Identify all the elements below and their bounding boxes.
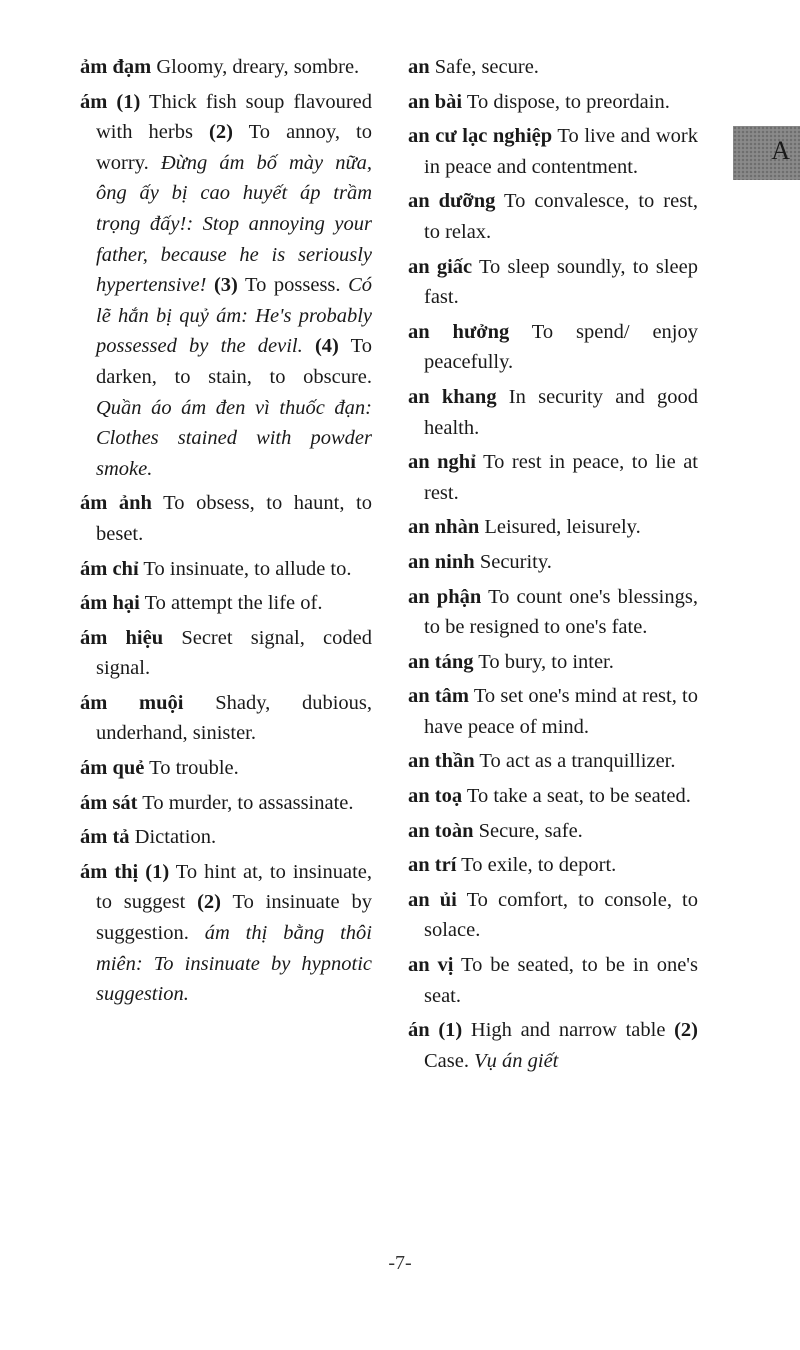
dictionary-entry [408,512,698,543]
entry-headword: an giấc [408,255,473,278]
sense-number: (1) [438,1019,463,1042]
entry-headword: an toàn [408,819,474,842]
definition-text: To set one's mind at rest, to have peace of mind. [424,685,698,738]
dictionary-entry [408,1015,698,1076]
usage-example: Có lẽ hắn bị quỷ ám: He's probably possessed by the devil. [96,274,372,358]
entry-headword: an thần [408,750,475,773]
definition-text: Secret signal, coded signal. [96,626,372,680]
entry-headword: an nghỉ [408,451,476,474]
usage-example: Đừng ám bố mày nữa, ông ấy bị cao huyết áp trầm trọng đấy!: Stop annoying your father, because he is seriously hypertensive! [96,151,372,297]
usage-example: Quần áo ám đen vì thuốc đạn: Clothes stained with powder smoke. [96,396,372,480]
definition-text: To possess. [237,274,349,297]
definition-text: To count one's blessings, to be resigned to one's fate. [424,585,698,639]
dictionary-entry [408,252,698,313]
definition-text: To murder, to assassinate. [142,791,354,814]
entry-headword: an khang [408,385,497,408]
definition-text [303,335,315,357]
dictionary-entry [80,822,372,853]
entry-headword: an bài [408,90,463,113]
sense-number: (2) [674,1019,698,1042]
dictionary-entry [408,52,698,83]
entry-headword: án [408,1019,430,1042]
entry-headword: ám ảnh [80,492,152,515]
definition-text: To act as a tranquillizer. [479,750,676,773]
definition-text: Leisured, leisurely. [484,516,641,539]
dictionary-entry [408,647,698,678]
definition-text: To darken, to stain, to obscure. [96,335,373,388]
definition-text: Gloomy, dreary, sombre. [156,56,360,78]
dictionary-entry [408,121,698,182]
section-tab [733,126,800,180]
definition-text: To trouble. [149,757,239,780]
entry-headword: an trí [408,854,457,877]
definition-text: To convalesce, to rest, to relax. [424,190,698,243]
definition-text: To annoy, to worry. [96,121,372,174]
definition-text: To comfort, to console, to solace. [424,888,698,942]
entry-headword: ám hiệu [80,626,164,649]
dictionary-entry [80,623,372,684]
sense-number: (1) [145,860,170,883]
sense-number: (2) [209,121,233,144]
dictionary-entry [408,547,698,578]
dictionary-entry [408,746,698,777]
definition-text: Safe, secure. [434,56,539,78]
definition-text: To attempt the life of. [144,592,323,615]
entry-headword: an táng [408,650,474,673]
entry-headword: ảm đạm [80,56,152,78]
entry-headword: an phận [408,585,482,608]
definition-text: Shady, dubious, underhand, sinister. [96,691,372,745]
entry-headword: ám sát [80,791,138,814]
usage-example: ám thị bằng thôi miên: To insinuate by hypnotic suggestion. [96,922,372,1006]
entry-headword: ám tả [80,826,130,849]
dictionary-entry [80,753,372,784]
entry-headword: an dưỡng [408,190,496,213]
entry-headword: an toạ [408,785,463,808]
definition-text: To hint at, to insinuate, to suggest [96,860,372,914]
sense-number: (4) [314,335,339,358]
definition-text: Secure, safe. [478,819,583,842]
dictionary-entry [80,588,372,619]
definition-text: To obsess, to haunt, to beset. [96,492,372,545]
entry-headword: an cư lạc nghiệp [408,125,553,148]
dictionary-entry [408,186,698,247]
definition-text: To sleep soundly, to sleep fast. [424,255,698,309]
dictionary-entry [408,950,698,1011]
definition-text: To insinuate by suggestion. [96,891,372,945]
definition-text: High and narrow table [462,1019,675,1042]
page-number: -7- [388,1252,412,1274]
dictionary-entry [80,857,372,1010]
definition-text: Dictation. [134,826,217,849]
definition-text: To dispose, to preordain. [466,90,670,113]
dictionary-entry [408,850,698,881]
definition-text: To live and work in peace and contentment. [424,125,698,178]
sense-number: (3) [213,274,238,297]
definition-text: In security and good health. [424,385,699,439]
entry-headword: ám thị [80,860,139,883]
entry-headword: ám [80,90,108,113]
dictionary-entry [408,87,698,118]
definition-text: Security. [479,550,552,573]
entry-headword: ám muội [80,691,184,714]
entry-headword: an ủi [408,888,457,911]
usage-example: Vụ án giết [474,1049,559,1072]
dictionary-entry [408,781,698,812]
right-column [408,52,698,1080]
definition-text: To bury, to inter. [478,650,614,673]
definition-text: To insinuate, to allude to. [143,557,352,580]
entry-headword: an hưởng [408,320,510,343]
entry-headword: an [408,56,430,78]
definition-text: Thick fish soup flavoured with herbs [96,90,372,144]
entry-headword: ám hại [80,592,140,615]
sense-number: (1) [116,90,141,113]
entry-headword: an nhàn [408,516,480,539]
dictionary-entry [408,885,698,946]
definition-text: To exile, to deport. [461,854,617,877]
section-tab-letter: A [771,136,790,165]
sense-number: (2) [197,891,222,914]
dictionary-entry [408,582,698,643]
dictionary-entry [80,554,372,585]
dictionary-entry [80,488,372,549]
dictionary-entry [80,52,372,83]
dictionary-entry [80,788,372,819]
entry-headword: an ninh [408,550,475,573]
definition-text [206,274,214,296]
dictionary-entry [408,447,698,508]
dictionary-entry [408,317,698,378]
dictionary-entry [408,816,698,847]
entry-headword: ám quẻ [80,757,145,780]
definition-text: To spend/ enjoy peacefully. [424,320,698,374]
left-column [80,52,372,1014]
entry-headword: an tâm [408,685,469,708]
dictionary-entry [80,688,372,749]
definition-text: To be seated, to be in one's seat. [424,954,698,1007]
definition-text: To take a seat, to be seated. [466,785,691,808]
entry-headword: ám chỉ [80,557,139,580]
dictionary-entry [80,87,372,485]
entry-headword: an vị [408,954,454,977]
definition-text: Case. [424,1049,475,1072]
definition-text: To rest in peace, to lie at rest. [424,451,698,504]
dictionary-entry [408,681,698,742]
dictionary-entry [408,382,698,443]
